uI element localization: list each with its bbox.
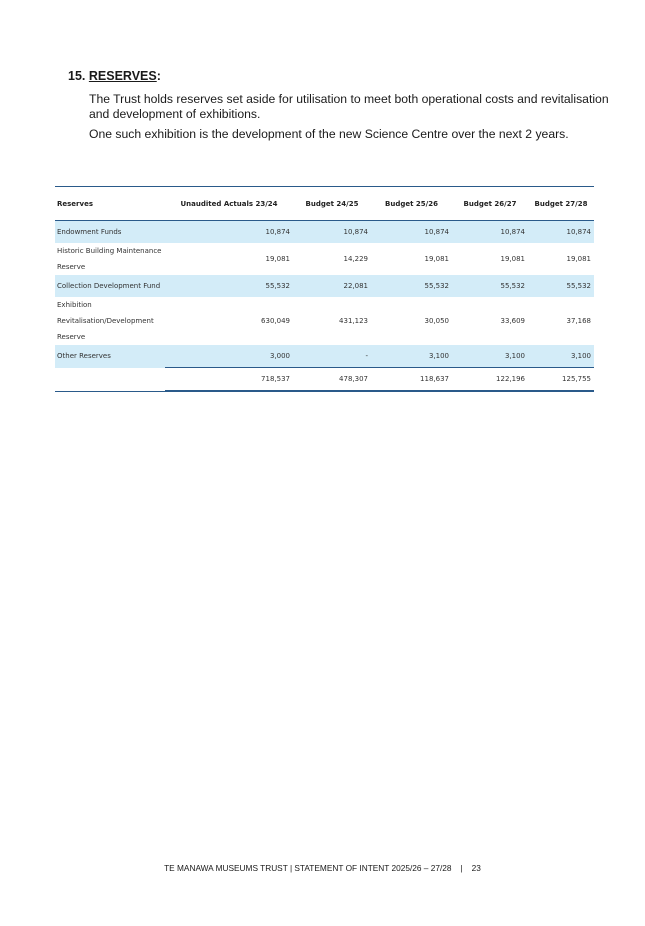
table-cell: 630,049 bbox=[261, 317, 290, 325]
header-budget-26-27: Budget 26/27 bbox=[452, 187, 528, 221]
table-cell: 55,532 bbox=[528, 275, 594, 297]
table-row bbox=[55, 345, 594, 368]
table-cell: 55,532 bbox=[371, 275, 452, 297]
table-cell: 37,168 bbox=[566, 317, 591, 325]
table-cell: 3,100 bbox=[371, 345, 452, 368]
table-cell: 19,081 bbox=[424, 255, 449, 263]
table-cell: 10,874 bbox=[452, 221, 528, 244]
table-cell: 22,081 bbox=[293, 275, 371, 297]
section-title: RESERVES bbox=[88, 69, 157, 83]
table-cell: 55,532 bbox=[165, 275, 293, 297]
table-cell: 431,123 bbox=[339, 317, 368, 325]
row-label bbox=[55, 297, 165, 345]
table-cell: 19,081 bbox=[265, 255, 290, 263]
page-number: 23 bbox=[471, 863, 481, 873]
row-label bbox=[55, 275, 165, 297]
total-cell: 478,307 bbox=[293, 368, 371, 392]
page-footer bbox=[0, 863, 645, 873]
total-cell: 122,196 bbox=[452, 368, 528, 392]
header-budget-24-25: Budget 24/25 bbox=[293, 187, 371, 221]
section-colon: : bbox=[156, 69, 161, 83]
total-cell: 125,755 bbox=[528, 368, 594, 392]
reserves-table bbox=[55, 186, 594, 392]
table-cell: 55,532 bbox=[452, 275, 528, 297]
row-label-line: Other Reserves bbox=[57, 352, 111, 361]
table-cell: 3,100 bbox=[528, 345, 594, 368]
footer-separator: | bbox=[460, 863, 463, 873]
table-cell: 10,874 bbox=[371, 221, 452, 244]
table-total-row bbox=[55, 368, 594, 392]
section-number: 15. bbox=[68, 69, 86, 83]
table-cell: - bbox=[293, 345, 371, 368]
table-cell: 10,874 bbox=[528, 221, 594, 244]
header-actuals-23-24: Unaudited Actuals 23/24 bbox=[165, 187, 293, 221]
row-label-line: Revitalisation/Development bbox=[57, 317, 154, 325]
table-row bbox=[55, 275, 594, 297]
table-cell: 14,229 bbox=[343, 255, 368, 263]
row-label bbox=[55, 221, 165, 244]
row-label-line: Exhibition bbox=[57, 301, 92, 309]
row-label-line: Collection Development Fund bbox=[57, 282, 161, 290]
table-cell: 10,874 bbox=[293, 221, 371, 244]
table-row bbox=[55, 221, 594, 244]
table-row bbox=[55, 243, 594, 275]
header-reserves: Reserves bbox=[55, 187, 165, 221]
row-label-line: Reserve bbox=[57, 263, 86, 271]
total-label-cell bbox=[55, 368, 165, 392]
row-label-line: Endowment Funds bbox=[57, 228, 122, 236]
row-label bbox=[55, 243, 165, 275]
header-budget-25-26: Budget 25/26 bbox=[371, 187, 452, 221]
header-budget-27-28: Budget 27/28 bbox=[528, 187, 594, 221]
table-cell: 3,100 bbox=[452, 345, 528, 368]
table-cell: 30,050 bbox=[424, 317, 449, 325]
total-cell: 118,637 bbox=[371, 368, 452, 392]
paragraph-science-centre: One such exhibition is the development of the new Science Centre over the next 2 years. bbox=[89, 127, 569, 141]
row-label-line: Reserve bbox=[57, 333, 86, 341]
table-cell: 10,874 bbox=[165, 221, 293, 244]
total-cell: 718,537 bbox=[165, 368, 293, 392]
row-label-line: Historic Building Maintenance bbox=[57, 247, 162, 255]
section-heading bbox=[68, 69, 161, 83]
table-cell: 33,609 bbox=[500, 317, 525, 325]
table-cell: 3,000 bbox=[165, 345, 293, 368]
footer-text: TE MANAWA MUSEUMS TRUST | STATEMENT OF INTENT 2025/26 – 27/28 bbox=[164, 863, 452, 873]
table-row bbox=[55, 297, 594, 345]
row-label bbox=[55, 345, 165, 368]
table-cell: 19,081 bbox=[566, 255, 591, 263]
table-header-row bbox=[55, 187, 594, 221]
table-cell: 19,081 bbox=[500, 255, 525, 263]
paragraph-reserves-purpose: The Trust holds reserves set aside for utilisation to meet both operational costs and revitalisation and development of exhibitions. bbox=[89, 92, 609, 121]
